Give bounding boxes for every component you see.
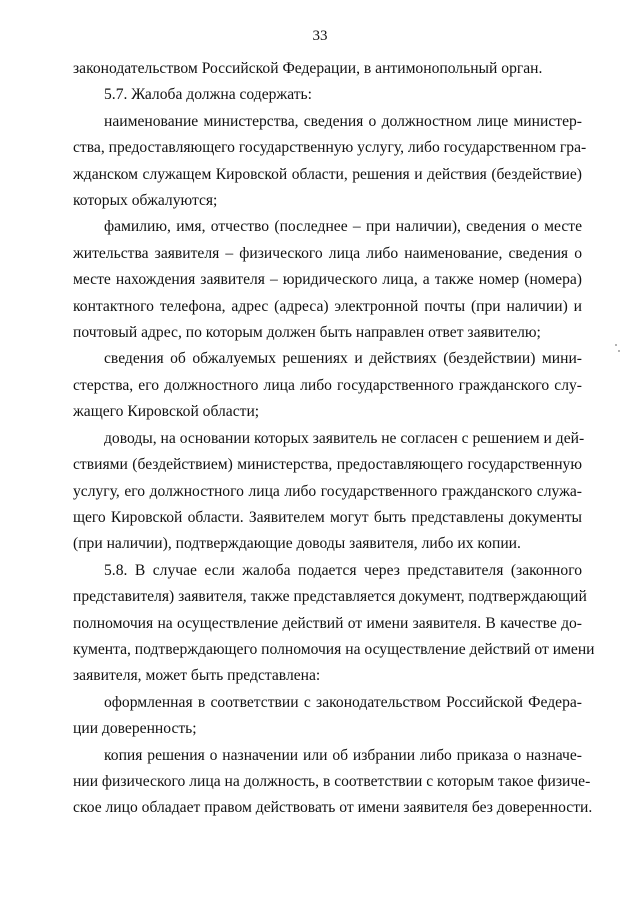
text-line: нии физического лица на должность, в соответствии с которым такое физиче-	[73, 772, 591, 790]
text-line: законодательством Российской Федерации, в антимонопольный орган.	[73, 60, 543, 77]
text-line: заявителя, может быть представлена:	[73, 667, 321, 685]
paragraph-item-applicant	[73, 214, 582, 346]
paragraph-section-5-7	[73, 82, 582, 108]
text-line: кумента, подтверждающего полномочия на осуществление действий от имени	[73, 640, 595, 658]
text-line: (при наличии), подтверждающие доводы заявителя, либо их копии.	[73, 535, 521, 553]
text-line: 5.7. Жалоба должна содержать:	[104, 86, 312, 104]
text-line: сведения об обжалуемых решениях и действиях (бездействии) мини-	[104, 350, 582, 368]
text-line: ствиями (бездействием) министерства, предоставляющего государственную	[73, 456, 582, 474]
scan-speck	[615, 344, 617, 346]
paragraph-item-name	[73, 109, 587, 215]
text-line: доводы, на основании которых заявитель не согласен с решением и дей-	[104, 429, 585, 447]
text-line: почтовый адрес, по которым должен быть направлен ответ заявителю;	[73, 324, 541, 342]
text-line: жительства заявителя – физического лица либо наименование, сведения о	[73, 244, 582, 262]
text-line: щего Кировской области. Заявителем могут быть представлены документы	[73, 508, 582, 526]
page-number: 33	[312, 28, 328, 44]
text-line: услугу, его должностного лица либо государственного гражданского служа-	[73, 482, 582, 500]
text-line: месте нахождения заявителя – юридического лица, а также номер (номера)	[73, 271, 582, 289]
text-line: ства, предоставляющего государственную услугу, либо государственном гра-	[73, 139, 587, 157]
text-line: копия решения о назначении или об избрании либо приказа о назначе-	[104, 746, 582, 764]
scan-speck	[618, 350, 620, 352]
document-body	[73, 56, 595, 822]
paragraph-item-arguments	[73, 426, 585, 558]
paragraph-section-5-8	[73, 558, 595, 690]
text-line: 5.8. В случае если жалоба подается через представителя (законного	[104, 561, 582, 579]
text-line: жащего Кировской области;	[73, 403, 260, 421]
text-line: ское лицо обладает правом действовать от имени заявителя без доверенности.	[73, 799, 593, 817]
text-line: оформленная в соответствии с законодательством Российской Федера-	[104, 693, 582, 711]
paragraph-item-power-of-attorney	[73, 690, 582, 743]
text-line: фамилию, имя, отчество (последнее – при наличии), сведения о месте	[104, 218, 582, 236]
text-line: стерства, его должностного лица либо государственного гражданского слу-	[73, 376, 582, 394]
paragraph-item-appointment-copy	[73, 743, 593, 822]
text-line: полномочия на осуществление действий от имени заявителя. В качестве до-	[73, 614, 582, 632]
text-line: представителя) заявителя, также представляется документ, подтверждающий	[73, 588, 587, 606]
text-line: наименование министерства, сведения о должностном лице министер-	[104, 112, 582, 130]
text-line: ции доверенность;	[73, 720, 197, 738]
paragraph-continuation	[73, 56, 582, 82]
text-line: жданском служащем Кировской области, решения и действия (бездействие)	[73, 165, 582, 183]
paragraph-item-decisions	[73, 346, 582, 425]
text-line: которых обжалуются;	[73, 192, 218, 210]
text-line: контактного телефона, адрес (адреса) электронной почты (при наличии) и	[73, 297, 582, 315]
